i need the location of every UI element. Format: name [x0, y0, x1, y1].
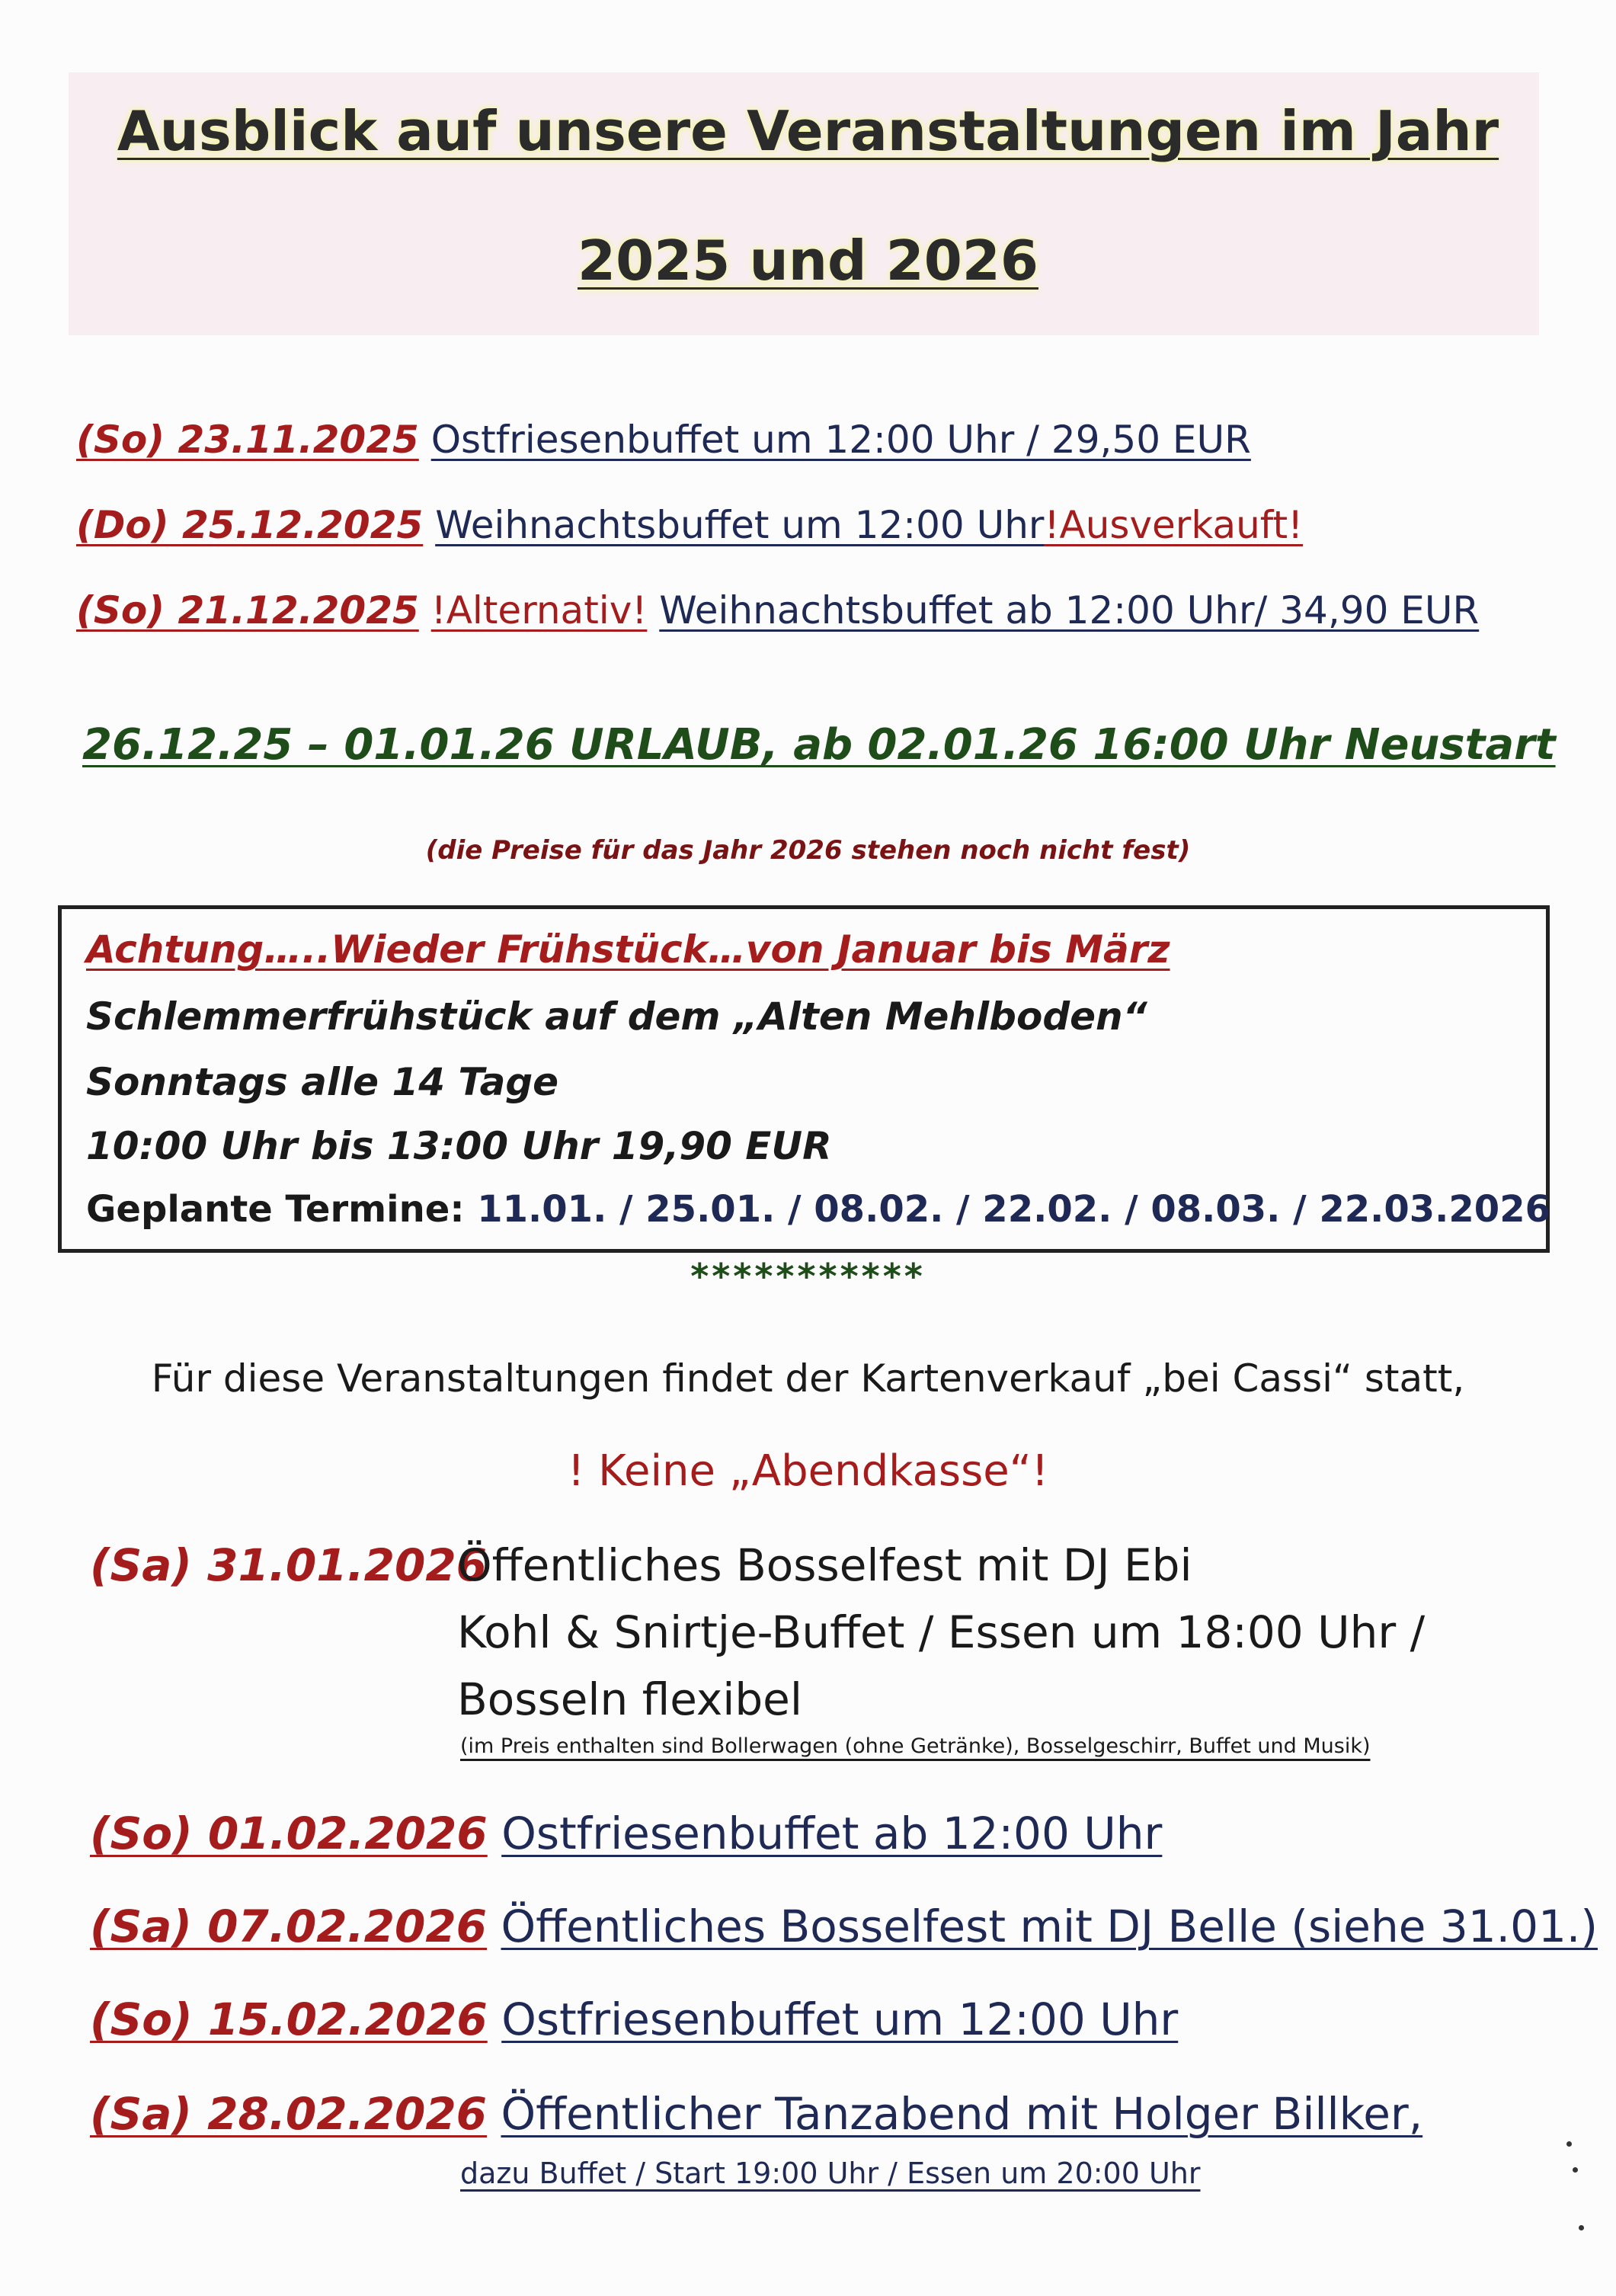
event-text: Weihnachtsbuffet um 12:00 Uhr	[435, 503, 1045, 547]
event-text: Ostfriesenbuffet ab 12:00 Uhr	[501, 1808, 1163, 1859]
event-2026-1-date: (Sa) 31.01.2026	[90, 1539, 488, 1591]
breakfast-heading: Achtung…..Wieder Frühstück…von Januar bis März	[86, 927, 1170, 972]
alternative-note: !Alternativ!	[430, 588, 648, 632]
breakfast-line-1: Schlemmerfrühstück auf dem „Alten Mehlboden“	[86, 994, 1147, 1039]
breakfast-box	[58, 905, 1550, 1253]
event-2026-5	[90, 2088, 1422, 2140]
stars-divider: ***********	[690, 1256, 926, 1297]
event-date: (Sa) 07.02.2026	[90, 1901, 488, 1952]
page-title: Ausblick auf unsere Veranstaltungen im Jahr	[117, 99, 1499, 163]
event-text: Weihnachtsbuffet ab 12:00 Uhr/ 34,90 EUR	[659, 588, 1480, 632]
breakfast-line-3: 10:00 Uhr bis 13:00 Uhr 19,90 EUR	[86, 1124, 832, 1168]
ticket-info: Für diese Veranstaltungen findet der Kartenverkauf „bei Cassi“ statt,	[151, 1356, 1465, 1401]
event-text: Öffentliches Bosselfest mit DJ Belle (siehe 31.01.)	[501, 1901, 1598, 1952]
speck	[1566, 2141, 1572, 2147]
event-2026-4	[90, 1993, 1178, 2045]
event-2026-1-text: Öffentliches Bosselfest mit DJ Ebi	[457, 1539, 1192, 1591]
speck	[1573, 2167, 1578, 2173]
event-date: (So) 15.02.2026	[90, 1993, 488, 2045]
event-2026-1-text3: Bosseln flexibel	[457, 1673, 802, 1725]
event-date: (Sa) 28.02.2026	[90, 2088, 488, 2140]
breakfast-line-2: Sonntags alle 14 Tage	[86, 1060, 559, 1104]
event-date: (So) 21.12.2025	[76, 588, 419, 632]
event-2026-1-note: (im Preis enthalten sind Bollerwagen (ohne Getränke), Bosselgeschirr, Buffet und Musik)	[460, 1734, 1371, 1758]
price-note: (die Preise für das Jahr 2026 stehen noch nicht fest)	[425, 835, 1191, 866]
sold-out-note: !Ausverkauft!	[1044, 503, 1304, 547]
dates-list: 11.01. / 25.01. / 08.02. / 22.02. / 08.03. / 22.03.2026	[477, 1188, 1550, 1231]
breakfast-dates	[86, 1188, 1550, 1231]
event-text: Ostfriesenbuffet um 12:00 Uhr / 29,50 EUR	[430, 418, 1251, 462]
event-2026-3	[90, 1901, 1598, 1952]
event-text: Öffentlicher Tanzabend mit Holger Billker,	[501, 2088, 1423, 2140]
no-box-office: ! Keine „Abendkasse“!	[567, 1446, 1049, 1496]
event-2026-2	[90, 1808, 1162, 1859]
vacation-notice: 26.12.25 – 01.01.26 URLAUB, ab 02.01.26 16:00 Uhr Neustart	[82, 720, 1556, 770]
event-2026-1-text2: Kohl & Snirtje-Buffet / Essen um 18:00 Uhr /	[457, 1606, 1426, 1658]
event-date: (Do) 25.12.2025	[76, 503, 424, 547]
event-date: (So) 23.11.2025	[76, 418, 419, 462]
event-2025-3	[76, 588, 1479, 632]
event-2026-5-note: dazu Buffet / Start 19:00 Uhr / Essen um 20:00 Uhr	[460, 2157, 1201, 2190]
event-2025-1	[76, 418, 1251, 462]
event-2025-2	[76, 503, 1303, 547]
speck	[1579, 2225, 1584, 2230]
page-title-year: 2025 und 2026	[578, 229, 1038, 293]
event-text: Ostfriesenbuffet um 12:00 Uhr	[501, 1993, 1179, 2045]
dates-label: Geplante Termine:	[86, 1188, 465, 1231]
event-date: (So) 01.02.2026	[90, 1808, 488, 1859]
